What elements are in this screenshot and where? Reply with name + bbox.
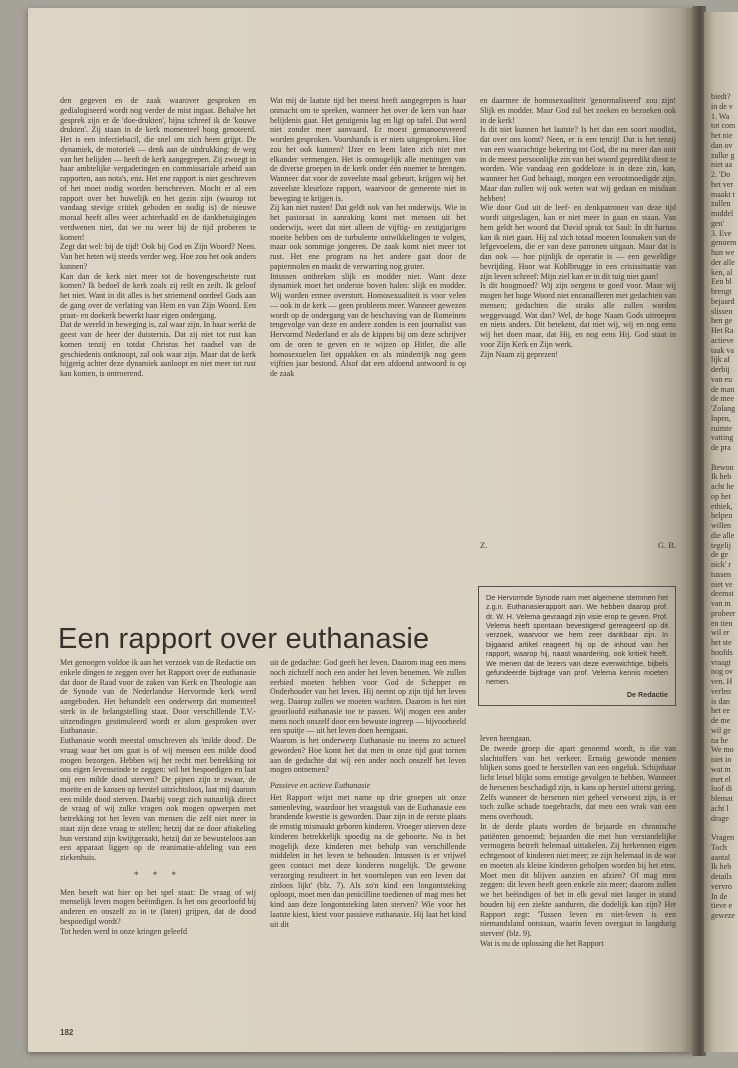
euthanasia-column-3 bbox=[480, 734, 676, 1020]
paragraph: met el bbox=[711, 774, 731, 784]
paragraph: na he bbox=[711, 735, 729, 745]
page-number: 182 bbox=[60, 1028, 74, 1037]
paragraph: wil ge bbox=[711, 725, 731, 735]
paragraph: Is dit niet kunnen het laatste? Is het dan een soort noodlot, dat over ons komt? Neen, er is een tenzij! Dat is het tenzij van een waarachtige bekering tot God, die nu meer dan ooit in de meest persoonlijke zin van het woord gepredikt dient te worden. Wie vandaag een goddeloze is in deze zin, kan, wanneer het God behaagt, morgen een verootmoedigde zijn. Maar dan zullen wij ook weten wat wij gedaan en misdaan hebben! bbox=[480, 125, 676, 203]
paragraph: In de bbox=[711, 891, 728, 901]
paragraph: vraagt bbox=[711, 657, 731, 667]
paragraph: vatting bbox=[711, 433, 734, 443]
paragraph: van m bbox=[711, 599, 731, 608]
paragraph: Men beseft wat hier op het spel staat: De vraag of wij menselijk leven mogen beëindigen. Is het ons geoorloofd bij anderen en onszelf zo in te (laten) grijpen, dat de dood bespoedigd wordt? bbox=[60, 887, 256, 926]
paragraph: acht he bbox=[711, 482, 734, 491]
paragraph: deemst bbox=[711, 589, 734, 599]
paragraph: Wat is nu de oplossing die het Rapport bbox=[480, 938, 604, 948]
paragraph: tussen bbox=[711, 569, 731, 579]
paragraph: en tien bbox=[711, 618, 733, 628]
paragraph: de man bbox=[711, 384, 735, 394]
paragraph: Zij kan niet rusten! Dat geldt ook van het onderwijs. Wie in het pastoraat in aanraking komt met mensen uit het onderwijs, weet dat niet alleen de vijftig- en zestigjarigen moeite hebben om de turbulente ontwikkelingen te volgen, maar ook sommige jongeren. De zaak komt niet meer tot rust. Het ene program na het andere gaat door de papiermolen en maakt de verwarring nog groter. bbox=[270, 203, 466, 271]
euthanasia-col2-part-b bbox=[270, 793, 466, 930]
section-subhead: Passieve en actieve Euthanasie bbox=[270, 781, 371, 790]
paragraph: maakt t bbox=[711, 189, 735, 199]
paragraph: vervro bbox=[711, 881, 732, 891]
paragraph: 'Zolang bbox=[711, 404, 736, 413]
top-article-column-1 bbox=[60, 96, 256, 548]
asterisk-separator: * * * bbox=[134, 869, 182, 880]
article-signatures bbox=[480, 540, 676, 550]
paragraph: uit de gedachte: God geeft het leven. Daarom mag een mens noch zichzelf noch een ander het leven benemen. We zullen eerbied moeten hebben voor God de Schepper en Onderhouder van het leven. Hij neemt op zijn tijd het leven weg. Daarop zullen we moeten wachten. Daarom is het niet geoorloofd euthanasie toe te passen. Wij mogen een ander mens noch onszelf door een bewuste ingreep — bijvoorbeeld een spuitje — uit het leven doen heengaan. bbox=[270, 658, 466, 736]
paragraph: Kan dan de kerk niet meer tot de bovengeschetste rust komen? Ik bedoel de kerk zoals zij reilt en zeilt. Ik geloof het niet. Want in dit alles is het striemend oordeel Gods aan de gang over de verlating van Hem en van Zijn Woord. Een praat- en doekerk bewerkt haar eigen ondergang. bbox=[60, 271, 256, 320]
paragraph bbox=[711, 823, 738, 833]
paragraph: Zegt dat wel: bij de tijd! Ook bij God en Zijn Woord? Neen. Van het heten wij steeds verder weg. Hoe zou het ook anders kunnen? bbox=[60, 242, 256, 271]
paragraph: De tweede groep die apart genoemd wordt, is die van slachtoffers van het verkeer. Ernstig gewonde mensen blijken soms goed te herstellen van een ongeluk. Schijnbaar licht letsel blijkt soms ernstige gevolgen te hebben. Wanneer de hersenen beschadigd zijn, is kans op herstel uiterst gering. Zelfs wanneer de hersenen niet geheel verwoest zijn, is er toch zulke schade toegebracht, dat men een wrak van een mens overhoudt. bbox=[480, 743, 676, 821]
paragraph: We mo bbox=[711, 745, 734, 755]
paragraph: wat m bbox=[711, 764, 731, 774]
paragraph: actieve bbox=[711, 335, 734, 345]
paragraph: Wat mij de laatste tijd het meest heeft aangegrepen is haar onmacht om te spreken, wanneer het over de kern van haar belijdenis gaat. Het getuigenis lag en ligt op tafel. Dat werd niet zonder meer aanvaard. Er moest gemanoeuvreerd worden gesproken. Voorshands is er niets uitgesproken. Hoe zou het ook kunnen? IJzer en leem laten zich niet met elkander vermengen. Het is onmogelijk alle meningen van de diverse groepen in de kerk onder één noemer te brengen. Wanneer dat voor de zoveelste maal gebeurt, krijgen wij het zoveelste kleurloze rapport, waarvoor de gemeente niet in beweging te krijgen is. bbox=[270, 96, 466, 203]
paragraph: niet in bbox=[711, 755, 732, 764]
paragraph: van eu bbox=[711, 374, 733, 384]
paragraph: blemat bbox=[711, 794, 733, 803]
paragraph: aantal bbox=[711, 852, 731, 862]
paragraph: Tot heden werd in onze kringen geleefd bbox=[60, 926, 187, 936]
paragraph: Wie door God uit de leef- en denkpatronen van deze tijd wordt uitgeslagen, kan er niet meer in gaan en staan. Van hem geldt het woord dat David sprak tot Saul: In dit harnas kan ik niet gaan. Hij zal zich totaal moeten losmaken van de lefgevoelens, die er van deze patronen uitgaan. Maar dat is dan ook — hoe pijnlijk de operatie is — een geweldige bevrijding. Hoor wat Kohlbrugge in een crisissituatie van zijn leven schreef: Mijn ziel kan er in dit tuig niet gaan! bbox=[480, 203, 676, 281]
paragraph: bejaard bbox=[711, 296, 735, 306]
paragraph: nick' r bbox=[711, 560, 731, 569]
paragraph: probeer bbox=[711, 608, 736, 618]
paragraph: tot com bbox=[711, 121, 736, 131]
paragraph: Zijn Naam zij geprezen! bbox=[480, 349, 558, 359]
paragraph: ken, al bbox=[711, 267, 733, 277]
paragraph: Euthanasie wordt meestal omschreven als 'milde dood'. De vraag waar het om gaat is of wij mensen een milde dood mogen bezorgen. Hebben wij het recht met betrekking tot ons eigen levenseinde te zeggen: wil het bespoedigen en laat mij een milde dood sterven? De pijnen zijn te zwaar, de moeite en de kansen op herstel uitzichtsloos, laat mij daarom een milde dood sterven. Daarbij voegt zich natuurlijk direct de vraag of wij zulke vragen ook mogen opwerpen met betrekking tot het leven van mensen die zelf niet meer in staat zijn deze vraag te stellen; hetzij dat ze door aftakeling hun verstand zijn kwijtgeraakt, hetzij dat ze bewusteloos aan een apparaat liggen op de reanimatie-afdeling van een ziekenhuis. bbox=[60, 736, 256, 862]
paragraph: dan ov bbox=[711, 140, 733, 150]
signature-right: G. B. bbox=[657, 540, 676, 550]
paragraph: de mee bbox=[711, 394, 734, 404]
paragraph: niet aa bbox=[711, 160, 733, 170]
magazine-right-page-edge bbox=[704, 12, 738, 1052]
magazine-left-page bbox=[28, 8, 694, 1052]
paragraph: genoem bbox=[711, 238, 737, 248]
euthanasia-column-2 bbox=[270, 658, 466, 1020]
euthanasia-column-1 bbox=[60, 658, 256, 1020]
paragraph: 2. 'Do bbox=[711, 170, 731, 179]
paragraph: den gegeven en de zaak waarover gesproken en gedialogiseerd wordt nog verder de mist ingaat. Behalve het gesprek zijn er de 'doe-drukten', bijna schreef ik de 'kouwe drukten'. Zij staan in de kerk momenteel hoog genoteerd. Het is een infectiebacil, die snel om zich heen grijpt. De dynamiek, de motoriek — denk aan de uitdrukking: de weg van het belijden — heeft de kerk aangegrepen. Zij zwoegt in haar ambtelijke vergaderingen en commissariale arbeid aan rapporten, aan nota's, enz. Het ene rapport is niet geschreven of het moet nodig worden herschreven. Mocht er al een rapport over het huwelijk en het gezin zijn (waarop tot vandaag stevige critiek geboden en nodig is) de nieuwe moraal heeft alles weer achterhaald en de dankbetuigingen verdwenen niet, dat we nu weer bij de tijd proberen te komen! bbox=[60, 96, 256, 242]
editorial-note-signature: De Redactie bbox=[626, 689, 668, 699]
paragraph: hun we bbox=[711, 248, 735, 257]
paragraph: gen' bbox=[711, 218, 724, 228]
paragraph: Een bl bbox=[711, 277, 732, 287]
paragraph: Waarom is het onderwerp Euthanasie nu ineens zo actueel geworden? Hoe komt het dat men in onze tijd gaat tornen aan de gedachte dat wij een ander noch onszelf het leven mogen ontnemen? bbox=[270, 736, 466, 775]
paragraph: de me bbox=[711, 716, 731, 725]
paragraph: In de derde plaats worden de bejaarde en chronische patiënten genoemd; bejaarden die met hun verstandelijke vermogens betreft helemaal uittakelen. Zij herkennen eigen echtgenoot of kinderen niet meer; ze zijn helemaal in de war en moeten als kleine kinderen geholpen worden bij het eten. Moet men dit blijven aanzien en afzien? Of mag men zeggen: dit leven heeft geen enkele zin meer; daarom zullen we het beëindigen of het in elk geval niet langer in stand houden bij een ziekte aanduren, die dodelijk kan zijn? Het Rapport zegt: 'Tussen leven en niet-leven is een niemandsland ontstaan, waarin leven overgaat in langdurig sterven' (blz. 9). bbox=[480, 821, 676, 938]
paragraph: geweze bbox=[711, 911, 735, 920]
paragraph: leven heengaan. bbox=[480, 734, 532, 743]
paragraph: brengt bbox=[711, 287, 732, 296]
paragraph: het ee bbox=[711, 706, 730, 716]
paragraph: lijk af bbox=[711, 355, 730, 365]
paragraph: helpen bbox=[711, 511, 733, 521]
paragraph: 3. Eve bbox=[711, 228, 732, 238]
paragraph: hen ge bbox=[711, 316, 733, 326]
paragraph: die alle bbox=[711, 530, 735, 540]
paragraph: in de v bbox=[711, 101, 733, 111]
paragraph: wil er bbox=[711, 628, 730, 638]
paragraph: nog ov bbox=[711, 667, 733, 677]
paragraph: willen bbox=[711, 521, 731, 530]
paragraph: ven. H bbox=[711, 677, 733, 686]
euthanasia-col2-part-a bbox=[270, 658, 466, 775]
paragraph: en daarmee de homosexualiteit 'genormaliseerd' zou zijn! Slijk en modder. Maar God zal het zoeken en bezoeken ook in de kerk! bbox=[480, 96, 676, 125]
paragraph: Het Rapport wijst met name op drie groepen uit onze samenleving, waardoor het vraagstuk van de Euthanasie een brandende kwestie is geworden. Daar zijn in de eerste plaats de ernstig mismaakt geboren kinderen. Vroeger stierven deze kinderen betrekkelijk spoedig na de geboorte. Nu is het mogelijk deze kinderen met behulp van verschillende middelen in het leven te behouden. Intussen is er vrijwel geen contact met deze kinderen mogelijk. 'De gewone verzorging resulteert in het voortslepen van een leven dat zinloos lijkt' (blz. 7). Als zo'n kind een longontsteking oploopt, moet men dan penicilline toedienen of mag men het kind aan deze longontsteking laten sterven? Wie voor het laatste kiest, kiest voor passieve euthanasie. Hij laat het kind uit dit bbox=[270, 792, 466, 929]
article-headline: Een rapport over euthanasie bbox=[58, 623, 430, 656]
paragraph: taak va bbox=[711, 345, 734, 355]
top-article-column-3 bbox=[480, 96, 676, 534]
right-page-text-fragments bbox=[711, 92, 738, 921]
paragraph: zullen bbox=[711, 199, 731, 209]
paragraph: loof di bbox=[711, 784, 733, 794]
paragraph: zulke g bbox=[711, 150, 735, 160]
paragraph: middel bbox=[711, 209, 734, 218]
paragraph: het nie bbox=[711, 131, 733, 140]
paragraph: het ste bbox=[711, 638, 732, 647]
editorial-note-box bbox=[478, 586, 676, 706]
paragraph: lopen, bbox=[711, 413, 731, 423]
paragraph: drage bbox=[711, 813, 729, 823]
paragraph: biedt? bbox=[711, 92, 731, 101]
paragraph: tieve e bbox=[711, 901, 733, 911]
paragraph: de ge bbox=[711, 550, 729, 560]
paragraph: Toch bbox=[711, 842, 727, 852]
paragraph: verlen bbox=[711, 686, 731, 696]
paragraph: ruimte bbox=[711, 423, 732, 433]
paragraph: Intussen ontbreken slijk en modder niet. Want deze dynamiek moet het onderste boven halen: slijk en modder. Wij worden ermee overstort. Homosexualiteit is voor velen — ook in de kerk — geen probleem meer. Wanneer gewezen wordt op de ondergang van de beschaving van de Romeinen tengevolge van deze en andere zonden is een journalist van Hervormd Nederland er als de kippen bij om deze schrijver om de oren te geven en te wijzen op Hitler, die alle homosexuelen liet oppakken en als minderrijk nog geen vijftien jaar bestond. Alsof dat een afdoend antwoord is op de zaak bbox=[270, 271, 466, 378]
paragraph: niet ve bbox=[711, 579, 733, 589]
paragraph: Het Ra bbox=[711, 326, 734, 335]
paragraph: der alle bbox=[711, 257, 735, 267]
paragraph: Met genoegen voldoe ik aan het verzoek van de Redactie om enkele dingen te zeggen over het Rapport over de euthanasie dat door de Raad voor de zaken van Kerk en Theologie aan de Synode van de Nederlandse Hervormde kerk werd aangeboden. Het behandelt een onderwerp dat momenteel sterk in de belangstelling staat. Door verschillende T.V.-uitzendingen gestimuleerd wordt er alom gesproken over Euthanasie. bbox=[60, 658, 256, 736]
paragraph bbox=[711, 453, 738, 463]
editorial-note-text: De Hervormde Synode nam met algemene stemmen het z.g.n. Euthanasierapport aan. We hebben daarop prof. dr. W. H. Velema gevraagd zijn visie erop te geven. Prof. Velema heeft spontaan bevestigend gereageerd op dit verzoek, waarvoor we hem zeer dankbaar zijn. In bijgaand artikel reageert hij op de inhoud van het rapport, waarop hij, naast waardering, ook kritiek heeft. We menen dat de lezers van deze evenwichtige, bijbels gefundeerde bijdrage van prof. Velema kennis moeten nemen. bbox=[486, 593, 668, 687]
paragraph: Dat de wereld in beweging is, zal waar zijn. In haar werkt de geest van de heer der duisternis. Dat zij niet tot rust kan komen tenzij en totdat Christus het raadsel van de geschiedenis ontknoopt, zal ook waar zijn. Maar dat de kerk hijgerig achter deze dynamiek aanloopt en niet meer tot rust kan komen, is ontroerend. bbox=[60, 320, 256, 378]
paragraph: de pra bbox=[711, 443, 731, 452]
paragraph: slissen bbox=[711, 306, 733, 316]
paragraph: is dan bbox=[711, 696, 730, 706]
paragraph: derbij bbox=[711, 365, 730, 374]
paragraph: details bbox=[711, 872, 732, 881]
paragraph: Vragen bbox=[711, 833, 735, 842]
signature-left: Z. bbox=[480, 540, 488, 550]
paragraph: 1. Wa bbox=[711, 111, 730, 121]
paragraph: ethiek, bbox=[711, 501, 733, 511]
paragraph: tegelij bbox=[711, 540, 731, 550]
euthanasia-col1-part-a bbox=[60, 658, 256, 863]
paragraph: Is dit hoogmoed? Wij zijn nergens te goed voor. Maar wij mogen het hoge Woord niet encanailleren met gedachten van mensen; gedachten die straks alle zullen worden weggevaagd. Wat dan? Wel, de hoge Naam Gods uitroepen en niets anders. Dit betekent, dat niet wij, wij en nog eens wij het doen maar, dat Hij, en nog eens Hij. God staat in voor Zijn Kerk en Zijn werk. bbox=[480, 281, 676, 349]
paragraph: Ik heb bbox=[711, 472, 732, 482]
paragraph: Bewon bbox=[711, 462, 734, 472]
paragraph: acht l bbox=[711, 803, 729, 813]
top-article-column-2 bbox=[270, 96, 466, 548]
paragraph: het ver bbox=[711, 179, 733, 189]
paragraph: hoofds bbox=[711, 647, 733, 657]
euthanasia-col1-part-b bbox=[60, 888, 256, 937]
paragraph: Ik heb bbox=[711, 862, 732, 872]
paragraph: op het bbox=[711, 491, 731, 501]
